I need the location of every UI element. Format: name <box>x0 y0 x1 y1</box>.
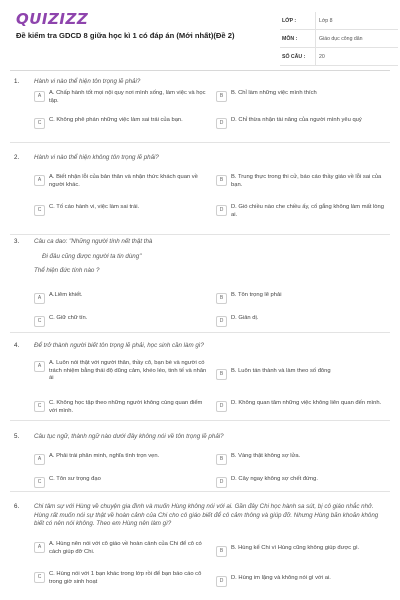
option-letter-badge: A <box>34 91 45 102</box>
answer-option-b[interactable] <box>216 174 390 191</box>
option-text: D. Cây ngay không sợ chết đứng. <box>231 476 318 482</box>
option-text: B. Hùng kể Chi vì Hùng cũng không giúp được gì. <box>231 545 360 551</box>
option-text: A. Phải trái phân minh, nghĩa tình trọn vẹn. <box>49 453 160 459</box>
option-letter-badge: A <box>34 542 45 553</box>
meta-value: 20 <box>315 48 398 65</box>
option-text: A.Liêm khiết. <box>49 292 83 298</box>
option-text: C. Tôn sư trọng đạo <box>49 476 101 482</box>
option-letter-badge: A <box>34 361 45 372</box>
answer-option-d[interactable] <box>216 117 390 134</box>
option-text: B. Luôn tán thành và làm theo số đông <box>231 368 331 374</box>
answer-option-c[interactable] <box>34 400 208 417</box>
option-letter-badge: D <box>216 576 227 587</box>
option-letter-badge: A <box>34 175 45 186</box>
option-text: D. Chỉ thừa nhận tài năng của người mình yêu quý <box>231 117 362 123</box>
question-line: Câu tục ngữ, thành ngữ nào dưới đây không nói về tôn trọng lẽ phải? <box>34 433 224 440</box>
answer-option-c[interactable] <box>34 204 208 221</box>
question-line: Hành vi nào thể hiện tôn trọng lẽ phải? <box>34 78 141 85</box>
question-text <box>34 154 384 163</box>
question-number: 1. <box>14 78 20 85</box>
answer-option-c[interactable] <box>34 117 208 134</box>
option-letter-badge: D <box>216 205 227 216</box>
answer-option-a[interactable] <box>34 541 208 558</box>
option-letter-badge: D <box>216 118 227 129</box>
answer-option-b[interactable] <box>216 545 390 562</box>
option-letter-badge: C <box>34 316 45 327</box>
question-number: 5. <box>14 433 20 440</box>
answer-option-d[interactable] <box>216 400 390 417</box>
option-text: C. Hùng nói với 1 bạn khác trong lớp rồi để bạn báo cáo cô trong giờ sinh hoạt <box>49 571 202 585</box>
option-text: C. Giữ chữ tín. <box>49 315 88 321</box>
answer-option-b[interactable] <box>216 453 390 470</box>
option-letter-badge: C <box>34 477 45 488</box>
option-letter-badge: C <box>34 401 45 412</box>
meta-label: MÔN : <box>282 35 298 42</box>
meta-label: LỚP : <box>282 17 297 24</box>
question-line: Câu ca dao: "Những người tính nết thật thà <box>34 238 153 245</box>
answer-option-a[interactable] <box>34 360 208 388</box>
option-letter-badge: D <box>216 401 227 412</box>
option-letter-badge: B <box>216 91 227 102</box>
answer-option-d[interactable] <box>216 204 390 221</box>
option-text: C. Không phê phán những việc làm sai trái của bạn. <box>49 117 183 123</box>
answer-option-a[interactable] <box>34 292 208 309</box>
option-text: B. Chỉ làm những việc mình thích <box>231 90 317 96</box>
question-divider <box>10 420 390 421</box>
option-letter-badge: C <box>34 205 45 216</box>
option-letter-badge: B <box>216 175 227 186</box>
question-line: Hành vi nào thể hiện không tôn trọng lẽ phải? <box>34 154 159 161</box>
option-text: A. Hùng nên nói với cô giáo về hoàn cảnh của Chi để cô có cách giúp đỡ Chi. <box>49 541 202 555</box>
meta-row-count <box>280 48 398 66</box>
option-letter-badge: B <box>216 369 227 380</box>
option-text: C. Tố cáo hành vi, việc làm sai trái. <box>49 204 140 210</box>
option-text: D. Gió chiều nào che chiều ấy, cố gắng không làm mất lòng ai. <box>231 204 384 218</box>
meta-row-subject <box>280 30 398 48</box>
option-text: C. Không học tập theo những người không cùng quan điểm với mình. <box>49 400 203 414</box>
question-number: 2. <box>14 154 20 161</box>
worksheet-header <box>10 0 390 71</box>
question-number: 4. <box>14 342 20 349</box>
meta-label: SỐ CÂU : <box>282 53 306 60</box>
answer-option-d[interactable] <box>216 575 390 592</box>
question-divider <box>10 332 390 333</box>
answer-option-d[interactable] <box>216 315 390 332</box>
option-text: A. Chấp hành tốt mọi nội quy nơi mình sống, làm việc và học tập. <box>49 90 206 104</box>
answer-option-a[interactable] <box>34 174 208 191</box>
option-letter-badge: B <box>216 454 227 465</box>
question-divider <box>10 142 390 143</box>
question-text <box>34 433 384 442</box>
question-text <box>34 503 384 529</box>
answer-option-a[interactable] <box>34 453 208 470</box>
option-letter-badge: D <box>216 316 227 327</box>
question-text <box>34 78 384 87</box>
meta-table <box>280 12 398 66</box>
meta-row-class <box>280 12 398 30</box>
question-divider <box>10 234 390 235</box>
question-number: 6. <box>14 503 20 510</box>
question-line: Thể hiện đức tính nào ? <box>34 267 100 274</box>
option-letter-badge: A <box>34 293 45 304</box>
answer-option-c[interactable] <box>34 315 208 332</box>
answer-option-b[interactable] <box>216 368 390 385</box>
question-line: Để trở thành người biết tôn trọng lẽ phải, học sinh cần làm gì? <box>34 342 204 349</box>
option-letter-badge: B <box>216 546 227 557</box>
option-text: D. Không quan tâm những việc không liên quan đến mình. <box>231 400 382 406</box>
question-text <box>34 342 384 351</box>
question-divider <box>10 491 390 492</box>
answer-option-a[interactable] <box>34 90 208 107</box>
quizizz-logo[interactable]: QUIZIZZ <box>16 10 89 28</box>
option-text: B. Tôn trọng lẽ phải <box>231 292 282 298</box>
question-number: 3. <box>14 238 20 245</box>
answer-option-b[interactable] <box>216 90 390 107</box>
option-letter-badge: B <box>216 293 227 304</box>
option-text: B. Vàng thật không sợ lửa. <box>231 453 301 459</box>
meta-value: Lớp 8 <box>315 12 398 29</box>
option-text: B. Trung thực trong thi cử, báo cáo thầy giáo về lỗi sai của bạn. <box>231 174 382 188</box>
option-text: D. Hùng im lặng và không nói gì với ai. <box>231 575 331 581</box>
option-letter-badge: C <box>34 572 45 583</box>
option-letter-badge: C <box>34 118 45 129</box>
option-text: A. Luôn nói thật với người thân, thầy cô, bạn bè và người có trách nhiệm bằng thái độ dũng cảm, khéo léo, tinh tế và nhân ái <box>49 360 207 381</box>
question-line: Chi tâm sự với Hùng về chuyện gia đình và muốn Hùng không nói với ai. Gần đây Chi học hành sa sút, bị cô giáo nhắc nhở. Hùng rất muốn nói sự thật về hoàn cảnh của Chi cho cô giáo biết để cô cảm thông và giúp đỡ. Nhưng Hùng băn khoăn không biết có nên nói không. Theo em Hùng nên làm gì? <box>34 503 379 527</box>
answer-option-c[interactable] <box>34 571 208 588</box>
page-title: Đề kiểm tra GDCD 8 giữa học kì 1 có đáp án (Mới nhất)(Đề 2) <box>16 31 235 40</box>
answer-option-b[interactable] <box>216 292 390 309</box>
option-text: D. Giản dị. <box>231 315 259 321</box>
option-letter-badge: D <box>216 477 227 488</box>
meta-value: Giáo dục công dân <box>315 30 398 47</box>
option-letter-badge: A <box>34 454 45 465</box>
option-text: A. Biết nhận lỗi của bản thân và nhận thức khách quan về người khác. <box>49 174 198 188</box>
question-line: Đi đâu cũng được người ta tin dùng" <box>42 252 142 260</box>
question-text <box>34 238 384 276</box>
